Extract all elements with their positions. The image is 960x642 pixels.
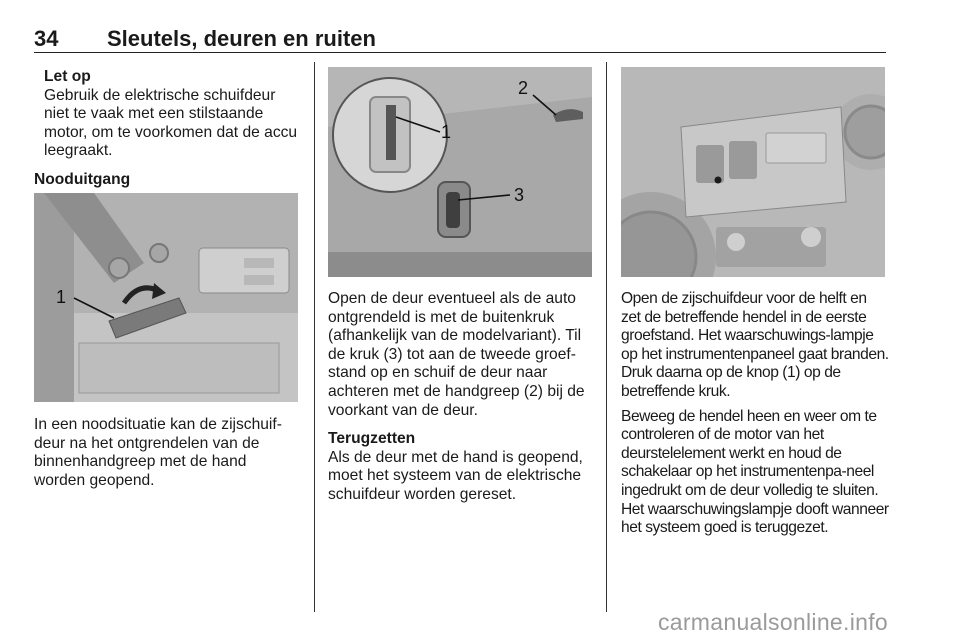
section-heading: Nooduitgang (34, 170, 131, 188)
emergency-handle-figure (34, 193, 298, 402)
column-1 (34, 68, 300, 190)
column-2-body (328, 290, 594, 505)
page-header (34, 26, 886, 53)
door-handle-figure (328, 67, 592, 277)
section-heading: Terugzetten (328, 430, 416, 448)
note-text: Gebruik de elektrische schuifdeur niet te vaak met een stilstaande motor, om te voorkomen dat de accu leegraakt. (44, 86, 298, 160)
callout-1: 1 (441, 122, 452, 142)
paragraph: In een noodsituatie kan de zijschuif-deur na het ontgrendelen van de binnenhandgreep met de hand worden geopend. (34, 416, 282, 489)
note-box (34, 68, 300, 161)
page-number: 34 (34, 26, 59, 51)
paragraph: Als de deur met de hand is geopend, moet het systeem van de elektrische schuifdeur worden gereset. (328, 448, 583, 503)
paragraph: Beweeg de hendel heen en weer om te controleren of de motor van het deurstelelement werkt en houd de schakelaar op het instrumentenpa-neel ingedrukt om de deur volledig te sluiten. Het waarschuwingslampje dooft wanneer het systeem goed is teruggezet. (621, 407, 889, 537)
watermark: carmanualsonline.info (657, 609, 888, 635)
callout-1: 1 (56, 287, 67, 307)
column-1-body (34, 416, 300, 490)
paragraph: Open de deur eventueel als de auto ontgrendeld is met de buitenkruk (afhankelijk van de modelvariant). Til de kruk (3) tot aan de tweede groef-stand op en schuif de deur naar achteren met de handgreep (2) bij de voorkant van de deur. (328, 290, 585, 419)
paragraph: Open de zijschuifdeur voor de helft en zet de betreffende hendel in de eerste groefstand. Het waarschuwings-lampje op het instrumentenpaneel gaat branden. Druk daarna op de knop (1) op de betreffende kruk. (621, 290, 889, 400)
page-title: Sleutels, deuren en ruiten (107, 26, 376, 51)
callout-2: 2 (518, 78, 529, 98)
column-3-body (621, 290, 889, 538)
note-title: Let op (44, 68, 91, 85)
callout-3: 3 (514, 185, 525, 205)
dashboard-figure (621, 67, 885, 277)
column-divider (314, 62, 315, 612)
column-divider (606, 62, 607, 612)
